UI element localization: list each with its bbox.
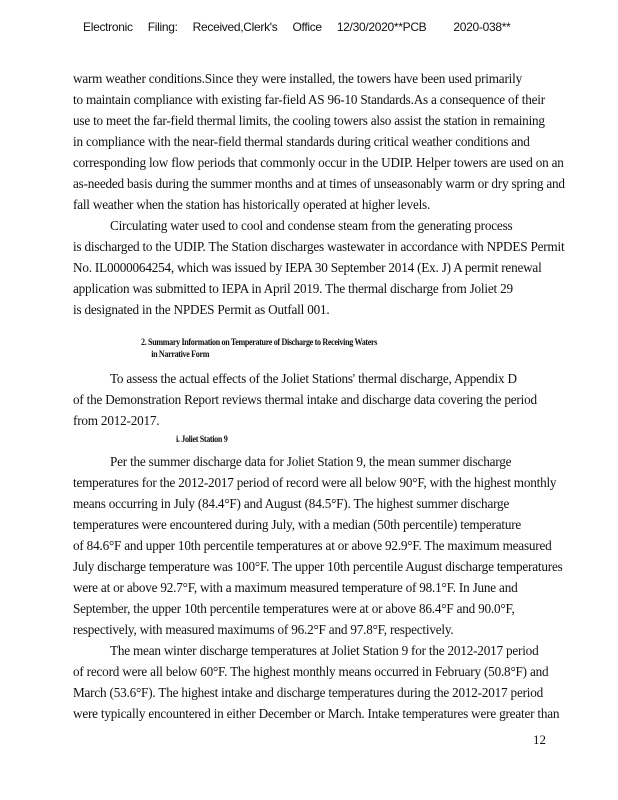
header-text: Electronic	[83, 20, 133, 34]
text-line: application was submitted to IEPA in April 2019. The thermal discharge from Joliet 29	[73, 281, 513, 296]
text-line: of 84.6°F and upper 10th percentile temperatures at or above 92.9°F. The maximum measured	[73, 538, 552, 553]
paragraph-4	[73, 451, 603, 724]
text-line: No. IL0000064254, which was issued by IEPA 30 September 2014 (Ex. J) A permit renewal	[73, 260, 542, 275]
heading-line: i. Joliet Station 9	[176, 435, 228, 445]
text-line: Circulating water used to cool and condense steam from the generating process	[110, 218, 513, 233]
text-line: September, the upper 10th percentile temperatures were at or above 86.4°F and 90.0°F,	[73, 601, 515, 616]
text-line: warm weather conditions.Since they were installed, the towers have been used primarily	[73, 71, 522, 86]
text-line: from 2012-2017.	[73, 413, 160, 428]
paragraph-1	[73, 68, 603, 320]
header-text: 12/30/2020**PCB	[336, 20, 427, 34]
text-line: to maintain compliance with existing far-field AS 96-10 Standards.As a consequence of their	[73, 92, 545, 107]
text-line: were typically encountered in either December or March. Intake temperatures were greater than	[73, 706, 560, 721]
text-line: Per the summer discharge data for Joliet Station 9, the mean summer discharge	[110, 454, 512, 469]
text-line: corresponding low flow periods that commonly occur in the UDIP. Helper towers are used on an	[73, 155, 564, 170]
text-line: March (53.6°F). The highest intake and discharge temperatures during the 2012-2017 period	[73, 685, 544, 700]
text-line: fall weather when the station has historically operated at higher levels.	[73, 197, 431, 212]
text-line: temperatures for the 2012-2017 period of record were all below 90°F, with the highest monthly	[73, 475, 557, 490]
header-text: Received,Clerk's	[192, 20, 278, 34]
text-line: temperatures were encountered during July, with a median (50th percentile) temperature	[73, 517, 522, 532]
text-line: To assess the actual effects of the Joliet Stations' thermal discharge, Appendix D	[110, 371, 517, 386]
paragraph-3	[73, 368, 603, 431]
filing-header	[83, 20, 525, 34]
text-line: as-needed basis during the summer months and at times of unseasonably warm or dry spring and	[73, 176, 565, 191]
text-line: means occurring in July (84.4°F) and August (84.5°F). The highest summer discharge	[73, 496, 510, 511]
text-line: is discharged to the UDIP. The Station discharges wastewater in accordance with NPDES Permit	[73, 239, 565, 254]
header-text: Office	[292, 20, 322, 34]
heading-line: 2. Summary Information on Temperature of Discharge to Receiving Waters	[141, 338, 378, 348]
text-line: July discharge temperature was 100°F. The upper 10th percentile August discharge temperatures	[73, 559, 563, 574]
heading-line: in Narrative Form	[151, 350, 210, 360]
subsection-heading	[176, 434, 618, 446]
text-line: use to meet the far-field thermal limits, the cooling towers also assist the station in remaining	[73, 113, 545, 128]
text-line: of the Demonstration Report reviews thermal intake and discharge data covering the period	[73, 392, 537, 407]
section-heading-2	[141, 337, 618, 361]
text-line: in compliance with the near-field thermal standards during critical weather conditions and	[73, 134, 530, 149]
text-line: is designated in the NPDES Permit as Outfall 001.	[73, 302, 330, 317]
header-text: 2020-038**	[453, 20, 511, 34]
header-text: Filing:	[147, 20, 178, 34]
text-line: were at or above 92.7°F, with a maximum measured temperature of 98.1°F. In June and	[73, 580, 518, 595]
text-line: of record were all below 60°F. The highest monthly means occurred in February (50.8°F) and	[73, 664, 549, 679]
text-line: The mean winter discharge temperatures at Joliet Station 9 for the 2012-2017 period	[110, 643, 539, 658]
page-number: 12	[533, 732, 546, 747]
text-line: respectively, with measured maximums of 96.2°F and 97.8°F, respectively.	[73, 622, 454, 637]
